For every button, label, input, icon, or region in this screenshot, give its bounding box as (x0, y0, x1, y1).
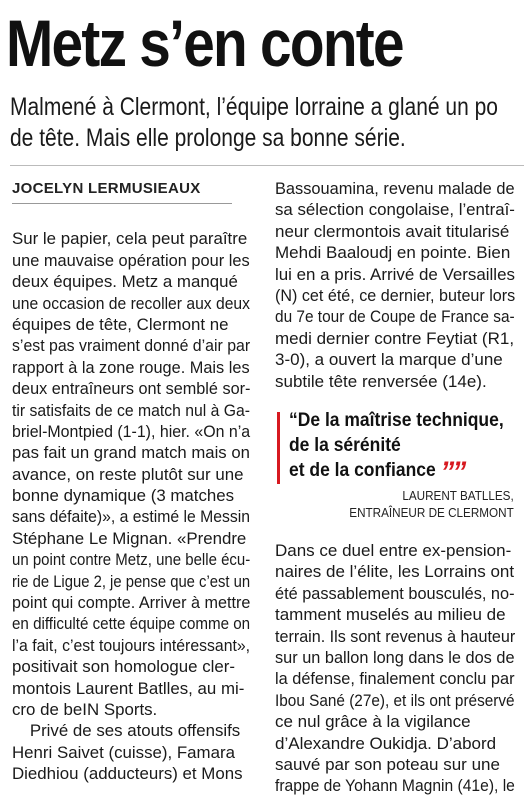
quote-attribution (350, 487, 514, 521)
text-line: ce nul grâce à la vigilance (275, 712, 471, 732)
text-line: d’Alexandre Oukidja. D’abord (275, 733, 497, 753)
text-line: sauvé par son poteau sur une (275, 754, 500, 774)
text-line: Diedhiou (adducteurs) et Mons (12, 764, 243, 784)
text-line: la défense, finalement conclu par (275, 669, 515, 689)
text-line: tir satisfaits de ce match nul à Ga- (12, 400, 250, 420)
text-line: sans défaite)», a estimé le Messin (12, 507, 251, 527)
text-line: une occasion de recoller aux deux (12, 293, 250, 313)
right-column-top-body (275, 178, 515, 392)
text-line: bonne dynamique (3 matches (12, 486, 235, 506)
quote-accent-bar (277, 412, 280, 484)
text-line: Dans ce duel entre ex-pension- (275, 541, 512, 560)
text-line: deux entraîneurs ont semblé sor- (12, 379, 251, 399)
text-line: terrain. Ils sont revenus à hauteur (275, 626, 516, 646)
text-line: 3-0), a ouvert la marque d’une (275, 350, 503, 370)
text-line: medi dernier contre Feytiat (R1, (275, 328, 515, 348)
quote-line: de la sérénité (289, 435, 401, 456)
text-line: en difficulté cette équipe comme on (12, 614, 251, 634)
open-quote-mark: “ (289, 410, 298, 431)
quote-line: et de la confiance (289, 460, 436, 481)
right-column-top (275, 178, 515, 392)
text-line: lui en a pris. Arrivé de Versailles (275, 264, 515, 284)
attribution-name: LAURENT BATLLES, (402, 488, 514, 503)
text-line: sur un ballon long dans le dos de (275, 647, 515, 667)
text-line: du 7e tour de Coupe de France sa- (275, 307, 515, 327)
text-line: deux équipes. Metz a manqué (12, 272, 238, 292)
text-line: tamment muselés au milieu de (275, 605, 506, 625)
deck-line: Malmené à Clermont, l’équipe lorraine a glané un po (10, 93, 498, 121)
text-line: équipes de tête, Clermont ne (12, 314, 229, 334)
text-line: pas fait un grand match mais on (12, 443, 250, 463)
text-line: été passablement bousculés, no- (275, 583, 515, 603)
text-line: Bassouamina, revenu malade de (275, 179, 515, 198)
text-line: neur clermontois avait titularisé (275, 221, 510, 241)
text-line: subtile tête renversée (14e). (275, 371, 487, 391)
headline: Metz s’en conte (6, 6, 403, 80)
text-line: un point contre Metz, une belle écu- (12, 550, 251, 570)
text-line: Ibou Sané (27e), et ils ont préservé (275, 690, 515, 710)
text-line: briel-Montpied (1-1), hier. «On n’a (12, 421, 251, 441)
text-line: Sur le papier, cela peut paraître (12, 229, 248, 249)
text-line: rie de Ligue 2, je pense que c’est un (12, 571, 251, 591)
text-line: avance, on reste plutôt sur une (12, 464, 244, 484)
right-column-bottom-body (275, 540, 515, 797)
text-line: naires de l’élite, les Lorrains ont (275, 562, 515, 582)
text-line: cro de beIN Sports. (12, 700, 158, 719)
text-line: frappe de Yohann Magnin (41e), le (275, 776, 515, 796)
right-column-bottom (275, 540, 515, 797)
text-line: Henri Saivet (cuisse), Famara (12, 742, 235, 762)
quote-line: De la maîtrise technique, (297, 410, 504, 431)
deck-line: de tête. Mais elle prolonge sa bonne série. (10, 124, 406, 152)
close-quote-mark: ”” (440, 456, 465, 489)
text-line: Mehdi Baaloudj en pointe. Bien (275, 243, 511, 263)
text-line: montois Laurent Batlles, au mi- (12, 678, 245, 698)
text-line: l’a fait, c’est toujours intéressant», (12, 635, 251, 655)
text-line: (N) cet été, ce dernier, buteur lors (275, 285, 516, 305)
text-line: Privé de ses atouts offensifs (29, 721, 241, 741)
text-line: sa sélection congolaise, l’entraî- (275, 200, 515, 220)
text-line: Stéphane Le Mignan. «Prendre (12, 528, 247, 548)
text-line: positivait son homologue cler- (12, 657, 236, 677)
left-column (12, 178, 252, 785)
attribution-title: ENTRAÎNEUR DE CLERMONT (349, 505, 514, 520)
header-divider (10, 165, 524, 166)
left-column-body (12, 228, 252, 784)
text-line: rapport à la zone rouge. Mais les (12, 357, 250, 377)
text-line: point qui compte. Arriver à mettre (12, 593, 251, 613)
quote-text (289, 408, 504, 489)
deck (10, 92, 514, 154)
text-line: s’est pas vraiment donné d’air par (12, 336, 251, 356)
byline: JOCELYN LERMUSIEAUX (12, 178, 232, 204)
text-line: une mauvaise opération pour les (12, 250, 250, 270)
